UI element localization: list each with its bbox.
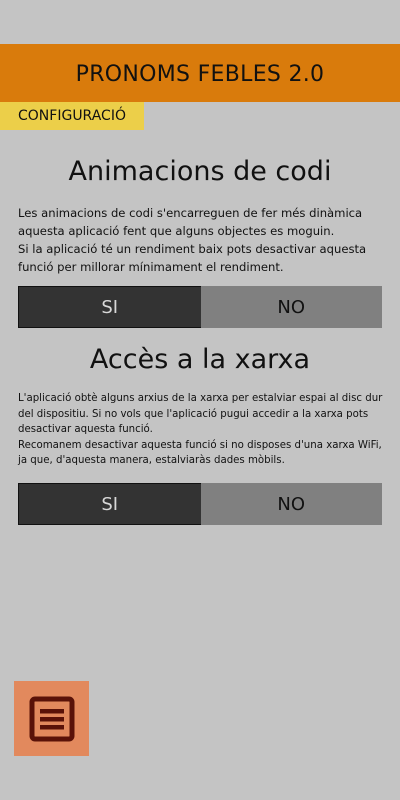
app-title: PRONOMS FEBLES 2.0 — [75, 61, 325, 87]
animations-toggle — [18, 286, 382, 328]
section-title-animations: Animacions de codi — [68, 156, 332, 187]
section-description-animations: Les animacions de codi s'encarreguen de fer més dinàmica aquesta aplicació fent que alguns objectes es moguin. Si la aplicació té un rendiment baix pots desactivar aquesta funció per millorar mínimament el rendiment. — [18, 206, 367, 274]
animations-yes-button[interactable]: SI — [18, 286, 201, 328]
menu-icon — [27, 694, 77, 744]
network-no-button[interactable]: NO — [201, 483, 383, 525]
tab-configuracio[interactable]: CONFIGURACIÓ — [0, 102, 144, 130]
status-bar — [0, 0, 400, 44]
app-header — [0, 44, 400, 102]
animations-no-button[interactable]: NO — [201, 286, 383, 328]
menu-button[interactable] — [14, 681, 89, 756]
section-description-network: L'aplicació obtè alguns arxius de la xarxa per estalviar espai al disc dur del dispositiu. Si no vols que l'aplicació pugui accedir a la xarxa pots desactivar aquesta funció. Recomanem desactivar aquesta funció si no disposes d'una xarxa WiFi, ja que, d'aquesta manera, estalviaràs dades mòbils. — [18, 393, 383, 467]
network-toggle — [18, 483, 382, 525]
section-title-network: Accès a la xarxa — [89, 344, 311, 375]
network-yes-button[interactable]: SI — [18, 483, 201, 525]
